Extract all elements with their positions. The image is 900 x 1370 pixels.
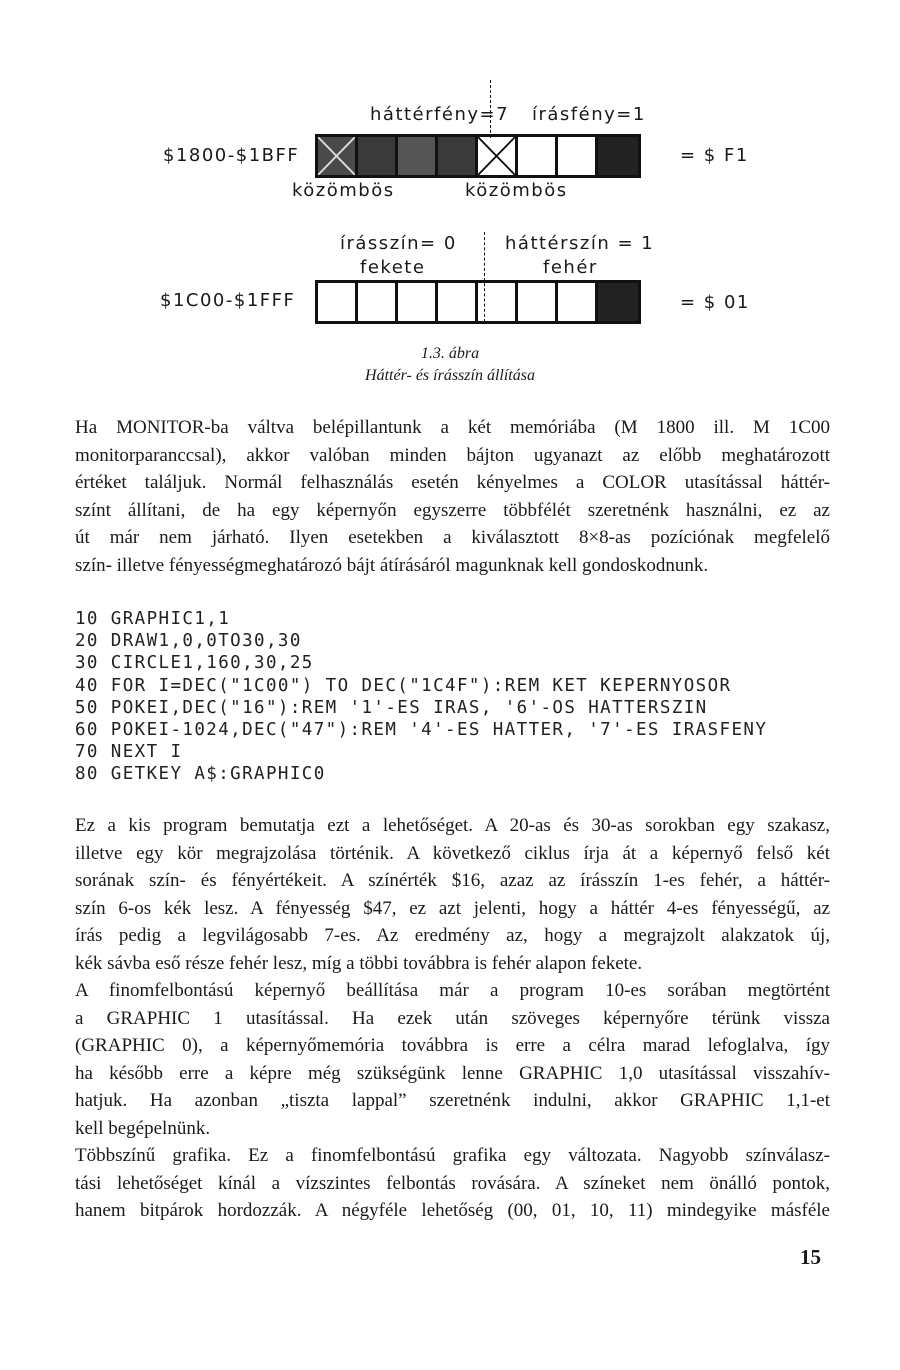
figure-caption-number: 1.3. ábra — [420, 345, 480, 362]
label-background-color: háttérszín = 1 — [505, 233, 655, 254]
row1-result: = $ F1 — [680, 145, 749, 166]
row1-address: $1800-$1BFF — [163, 145, 300, 166]
code-line: 30 CIRCLE1,160,30,25 — [75, 653, 314, 674]
text-line: illetve egy kör megrajzolása történik. A következő ciklus írja át a képernyő felső két — [75, 842, 830, 864]
text-line: sorának szín- és fényértékeit. A színérték $16, azaz az írásszín 1-es fehér, a háttér- — [75, 870, 830, 891]
bit-cell-4 — [438, 283, 478, 321]
label-background-brightness: háttérfény=7 — [370, 104, 510, 125]
divider-line-top — [490, 80, 491, 138]
text-line: monitorparanccsal), akkor valóban minden bájton ugyanazt az előbb meghatározott — [75, 444, 830, 466]
text-line: kell begépelnünk. — [75, 1117, 211, 1139]
code-line: 60 POKEI-1024,DEC("47"):REM '4'-ES HATTER, '7'-ES IRASFENY — [75, 720, 768, 741]
label-text-color-name: fekete — [360, 257, 426, 278]
code-line: 20 DRAW1,0,0TO30,30 — [75, 631, 302, 652]
paragraph-3 — [75, 977, 830, 1142]
row2-address: $1C00-$1FFF — [160, 290, 296, 311]
bit-cell-2 — [518, 283, 558, 321]
text-line: értéket találjuk. Normál felhasználás esetén kényelmes a COLOR utasítással háttér- — [75, 472, 830, 493]
label-indifferent-right: közömbös — [465, 180, 568, 201]
paragraph-1 — [75, 414, 830, 579]
text-line: színt állítani, de ha egy képernyőn egyszerre többfélét szeretnénk használni, ez az — [75, 499, 830, 521]
text-line: (GRAPHIC 0), a képernyőmemória továbbra is erre a célra marad lefoglalva, így — [75, 1035, 830, 1056]
label-text-brightness: írásfény=1 — [532, 104, 646, 125]
text-line: Többszínű grafika. Ez a finomfelbontású grafika egy változata. Nagyobb színválasz- — [75, 1145, 830, 1166]
bit-cell-1 — [558, 137, 598, 175]
text-line: A finomfelbontású képernyő beállítása már a program 10-es sorában megtörtént — [75, 980, 830, 1001]
code-line: 70 NEXT I — [75, 742, 183, 763]
code-line: 40 FOR I=DEC("1C00") TO DEC("1C4F"):REM KET KEPERNYOSOR — [75, 675, 732, 696]
basic-program-listing — [75, 608, 767, 786]
paragraph-2 — [75, 812, 830, 977]
label-background-color-name: fehér — [543, 257, 598, 278]
bit-cell-1 — [558, 283, 598, 321]
paragraph-4 — [75, 1142, 830, 1225]
bit-cell-0 — [598, 283, 638, 321]
bit-cell-6 — [358, 137, 398, 175]
bit-cell-5 — [398, 283, 438, 321]
bit-cell-3-indifferent — [478, 137, 518, 175]
text-line: hanem bitpárok hordozzák. A négyféle lehetőség (00, 01, 10, 11) mindegyike másféle — [75, 1200, 830, 1221]
text-line: út már nem járható. Ilyen esetekben a kiválasztott 8×8-as pozíciónak megfelelő — [75, 527, 830, 548]
bit-cell-2 — [518, 137, 558, 175]
row2-bit-cells — [315, 280, 641, 324]
text-line: kék sávba eső része fehér lesz, míg a többi továbbra is fehér alapon fekete. — [75, 952, 643, 974]
bit-cell-3 — [478, 283, 518, 321]
text-line: ha később erre a képre még szükségünk lenne GRAPHIC 1,0 utasítással visszahív- — [75, 1062, 830, 1084]
page-number: 15 — [800, 1245, 821, 1269]
row2-result: = $ 01 — [680, 292, 750, 313]
code-line: 50 POKEI,DEC("16"):REM '1'-ES IRAS, '6'-OS HATTERSZIN — [75, 697, 708, 718]
text-line: tási lehetőséget kínál a vízszintes felbontás rovására. A színeket nem önálló pontok, — [75, 1172, 830, 1194]
text-line: szín- illetve fényességmeghatározó bájt átírásáról magunknak kell gondoskodnunk. — [75, 554, 709, 576]
bit-cell-7 — [318, 283, 358, 321]
code-line: 80 GETKEY A$:GRAPHIC0 — [75, 764, 326, 785]
text-line: hatjuk. Ha azonban „tiszta lappal” szeretnénk indulni, akkor GRAPHIC 1,1-et — [75, 1090, 830, 1111]
text-line: Ez a kis program bemutatja ezt a lehetőséget. A 20-as és 30-as sorokban egy szakasz, — [75, 815, 830, 836]
figure-caption-title: Háttér- és írásszín állítása — [365, 367, 535, 384]
bit-cell-7-indifferent — [318, 137, 358, 175]
bit-cell-6 — [358, 283, 398, 321]
label-text-color: írásszín= 0 — [340, 233, 457, 254]
bit-cell-5 — [398, 137, 438, 175]
text-line: a GRAPHIC 1 utasítással. Ha ezek után szöveges képernyőre térünk vissza — [75, 1007, 830, 1029]
code-line: 10 GRAPHIC1,1 — [75, 609, 231, 629]
bit-cell-0 — [598, 137, 638, 175]
text-line: szín 6-os kék lesz. A fényesség $47, ez azt jelenti, hogy a háttér 4-es fényességű, az — [75, 897, 830, 919]
text-line: írás pedig a legvilágosabb 7-es. Az eredmény az, hogy a megrajzolt alakzatok új, — [75, 925, 830, 946]
text-line: Ha MONITOR-ba váltva belépillantunk a két memóriába (M 1800 ill. M 1C00 — [75, 417, 830, 438]
label-indifferent-left: közömbös — [292, 180, 395, 201]
bit-cell-4 — [438, 137, 478, 175]
row1-bit-cells — [315, 134, 641, 178]
